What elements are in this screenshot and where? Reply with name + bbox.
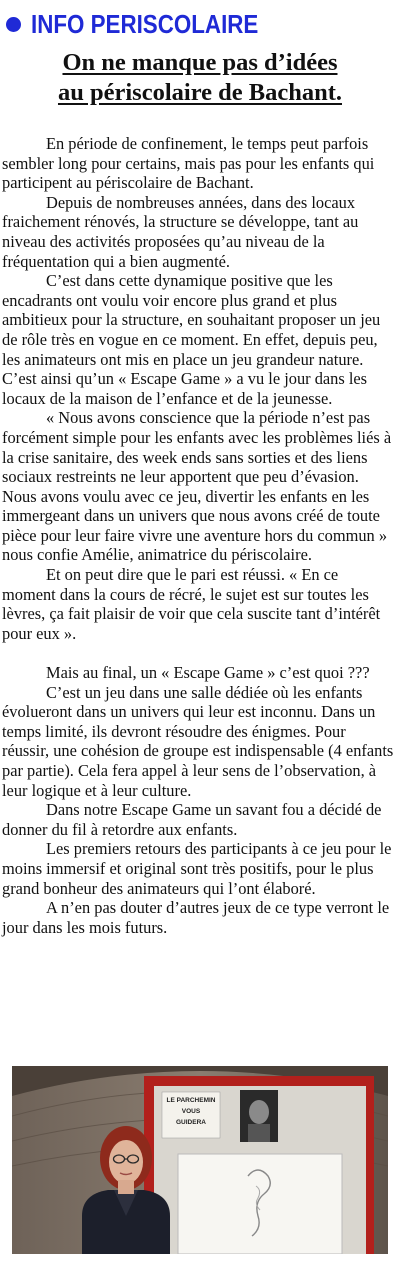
section-header xyxy=(6,8,295,40)
paragraph: Mais au final, un « Escape Game » c’est quoi ??? xyxy=(46,663,370,683)
sign-line-1: LE PARCHEMIN xyxy=(166,1097,216,1104)
paragraph: C’est dans cette dynamique positive que les encadrants ont voulu voir encore plus grand et plus ambitieux pour la structure, en souhaitant proposer un jeu de rôle très en vogue en ce moment. En effet, depuis peu, les animateurs ont mis en place un jeu grandeur nature. C’est ainsi qu’un « Escape Game » a vu le jour dans les locaux de la maison de l’enfance et de la jeunesse. xyxy=(2,271,381,408)
sign-line-2: VOUS xyxy=(181,1108,201,1115)
paragraph: A n’en pas douter d’autres jeux de ce type verront le jour dans les mois futurs. xyxy=(2,898,390,937)
photo-illustration xyxy=(12,1066,388,1254)
paragraph: Les premiers retours des participants à ce jeu pour le moins immersif et original sont très positifs, pour le plus grand bonheur des animateurs qui l’ont élaboré. xyxy=(2,839,392,898)
bullet-icon xyxy=(6,17,21,32)
article-photo xyxy=(12,1066,388,1254)
sign-line-3: GUIDERA xyxy=(176,1119,206,1126)
paragraph: « Nous avons conscience que la période n’est pas forcément simple pour les enfants avec les problèmes liés à la crise sanitaire, des week ends sans sorties et des liens sociaux restreints ne leur apportent que peu d’évasion. Nous avons voulu avec ce jeu, divertir les enfants en les immergeant dans un univers que nous avons créé de toute pièce pour leur faire vivre une aventure hors du commun » nous confie Amélie, animatrice du périscolaire. xyxy=(2,408,392,565)
headline-line-1: On ne manque pas d’idées xyxy=(62,49,338,76)
headline-line-2: au périscolaire de Bachant. xyxy=(57,79,342,106)
article-headline xyxy=(0,48,400,108)
paragraph: Depuis de nombreuses années, dans des locaux fraichement rénovés, la structure se développe, tant au niveau des activités proposées qu’au niveau de la fréquentation qui a bien augmenté. xyxy=(2,192,359,271)
paragraph: En période de confinement, le temps peut parfois sembler long pour certains, mais pas pour les enfants qui participent au périscolaire de Bachant. xyxy=(2,134,375,193)
paragraph: Et on peut dire que le pari est réussi. « En ce moment dans la cours de récré, le sujet est sur toutes les lèvres, ça fait plaisir de voir que cela suscite tant d’intérêt pour eux ». xyxy=(2,565,381,643)
paragraph: C’est un jeu dans une salle dédiée où les enfants évolueront dans un univers qui leur est inconnu. Dans un temps limité, ils devront résoudre des énigmes. Pour réussir, une cohésion de groupe est indispensable (4 enfants par partie). Cela fera appel à leur sens de l’observation, à leur logique et à leur culture. xyxy=(2,682,394,800)
article-body xyxy=(2,134,396,937)
paragraph: Dans notre Escape Game un savant fou a décidé de donner du fil à retordre aux enfants. xyxy=(2,800,382,839)
section-title: INFO PERISCOLAIRE xyxy=(31,8,259,39)
